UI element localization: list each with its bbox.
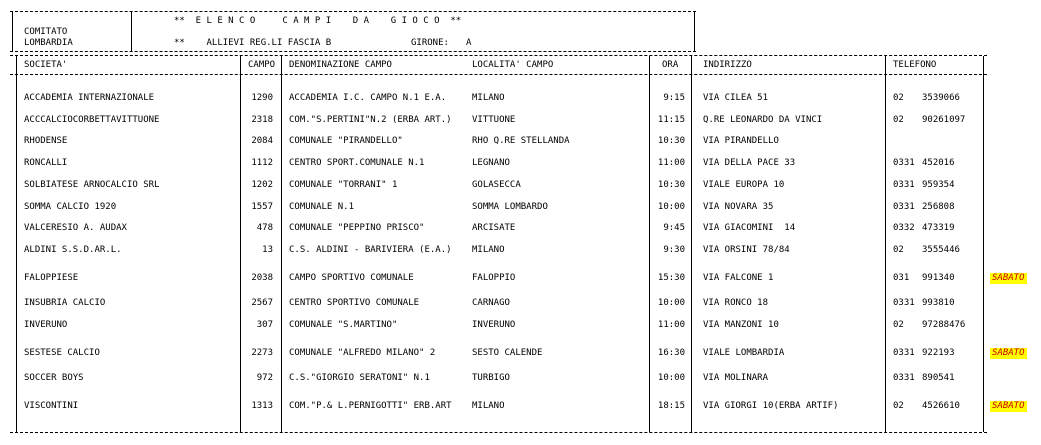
cell-denominazione: ACCADEMIA I.C. CAMPO N.1 E.A. [289,93,447,103]
header-right-border [694,12,695,51]
header-bottom-border [10,51,696,52]
cell-societa: ACCCALCIOCORBETTAVITTUONE [24,115,160,125]
col-border-indirizzo [691,56,692,432]
col-border-telefono [885,56,886,432]
col-header-campo: CAMPO [248,60,276,70]
cell-ora: 10:00 [657,373,685,383]
cell-indirizzo: VIA NOVARA 35 [703,202,774,212]
cell-localita: LEGNANO [472,158,510,168]
cell-societa: ACCADEMIA INTERNAZIONALE [24,93,155,103]
cell-denominazione: COMUNALE "S.MARTINO" [289,320,398,330]
cell-telefono: 3539066 [922,93,960,103]
cell-denominazione: CENTRO SPORTIVO COMUNALE [289,298,420,308]
cell-telefono: 991340 [922,273,955,283]
cell-denominazione: CENTRO SPORT.COMUNALE N.1 [289,158,425,168]
cell-telefono-prefix: 0331 [893,298,915,308]
cell-societa: RHODENSE [24,136,68,146]
girone-value: A [466,38,472,48]
cell-localita: MILANO [472,93,505,103]
cell-denominazione: COM."S.PERTINI"N.2 (ERBA ART.) [289,115,452,125]
cell-societa: INSUBRIA CALCIO [24,298,106,308]
col-border-denominazione [281,56,282,432]
cell-societa: SOCCER BOYS [24,373,84,383]
saturday-badge: SABATO [992,401,1025,411]
col-header-telefono: TELEFONO [893,60,937,70]
cell-localita: VITTUONE [472,115,516,125]
cell-societa: SESTESE CALCIO [24,348,100,358]
cell-indirizzo: VIA DELLA PACE 33 [703,158,796,168]
cell-telefono-prefix: 0332 [893,223,915,233]
col-header-denominazione: DENOMINAZIONE CAMPO [289,60,392,70]
cell-ora: 10:00 [657,202,685,212]
cell-campo: 1557 [251,202,273,212]
cell-telefono-prefix: 0331 [893,348,915,358]
cell-campo: 13 [262,245,273,255]
cell-telefono-prefix: 02 [893,245,904,255]
cell-campo: 2273 [251,348,273,358]
cell-societa: SOMMA CALCIO 1920 [24,202,117,212]
cell-ora: 11:15 [657,115,685,125]
cell-indirizzo: VIA CILEA 51 [703,93,769,103]
cell-societa: VALCERESIO A. AUDAX [24,223,127,233]
cell-telefono-prefix: 0331 [893,158,915,168]
cell-telefono-prefix: 0331 [893,180,915,190]
category-subtitle: ** ALLIEVI REG.LI FASCIA B [174,38,332,48]
cell-ora: 9:30 [663,245,685,255]
cell-localita: RHO Q.RE STELLANDA [472,136,570,146]
cell-denominazione: COMUNALE "PEPPINO PRISCO" [289,223,425,233]
cell-campo: 478 [256,223,273,233]
col-border-left [16,56,17,432]
col-header-societa: SOCIETA' [24,60,68,70]
cell-telefono: 452016 [922,158,955,168]
cell-ora: 16:30 [657,348,685,358]
cell-indirizzo: VIA PIRANDELLO [703,136,779,146]
cell-indirizzo: VIA GIACOMINI 14 [703,223,796,233]
cell-localita: SOMMA LOMBARDO [472,202,548,212]
cell-denominazione: C.S. ALDINI - BARIVIERA (E.A.) [289,245,452,255]
girone-label: GIRONE: [411,38,449,48]
cell-ora: 10:30 [657,136,685,146]
cell-campo: 1202 [251,180,273,190]
cell-telefono-prefix: 0331 [893,373,915,383]
cell-localita: SESTO CALENDE [472,348,543,358]
header-left-border [12,12,13,51]
cell-denominazione: COMUNALE "PIRANDELLO" [289,136,403,146]
cell-telefono: 890541 [922,373,955,383]
cell-telefono: 993810 [922,298,955,308]
cell-indirizzo: Q.RE LEONARDO DA VINCI [703,115,823,125]
committee-line2: LOMBARDIA [24,38,73,48]
cell-ora: 11:00 [657,320,685,330]
cell-localita: GOLASECCA [472,180,521,190]
cell-indirizzo: VIA MANZONI 10 [703,320,779,330]
cell-localita: INVERUNO [472,320,516,330]
cell-telefono-prefix: 02 [893,115,904,125]
page-title: ** E L E N C O C A M P I D A G I O C O ** [174,16,462,26]
cell-societa: ALDINI S.S.D.AR.L. [24,245,122,255]
cell-campo: 2318 [251,115,273,125]
col-border-right [983,56,984,432]
cell-telefono: 3555446 [922,245,960,255]
cell-campo: 1290 [251,93,273,103]
col-header-ora: ORA [662,60,679,70]
cell-telefono-prefix: 0331 [893,202,915,212]
cell-ora: 10:00 [657,298,685,308]
cell-localita: CARNAGO [472,298,510,308]
cell-telefono: 922193 [922,348,955,358]
saturday-badge: SABATO [992,348,1025,358]
cell-localita: MILANO [472,401,505,411]
committee-line1: COMITATO [24,27,68,37]
cell-campo: 1112 [251,158,273,168]
cell-indirizzo: VIA RONCO 18 [703,298,769,308]
header-top-border [10,11,696,12]
cell-indirizzo: VIALE EUROPA 10 [703,180,785,190]
cell-localita: FALOPPIO [472,273,516,283]
cell-denominazione: COMUNALE "TORRANI" 1 [289,180,398,190]
cell-ora: 11:00 [657,158,685,168]
cell-indirizzo: VIA ORSINI 78/84 [703,245,790,255]
cell-campo: 307 [256,320,273,330]
cell-telefono: 256808 [922,202,955,212]
cell-telefono-prefix: 031 [893,273,910,283]
cell-indirizzo: VIA MOLINARA [703,373,769,383]
table-header-separator [10,74,987,75]
cell-indirizzo: VIA FALCONE 1 [703,273,774,283]
cell-telefono-prefix: 02 [893,401,904,411]
col-header-indirizzo: INDIRIZZO [703,60,752,70]
cell-campo: 2567 [251,298,273,308]
table-bottom-border [10,432,987,433]
cell-ora: 9:45 [663,223,685,233]
cell-ora: 15:30 [657,273,685,283]
table-top-border [10,55,987,56]
cell-localita: MILANO [472,245,505,255]
cell-societa: RONCALLI [24,158,68,168]
header-divider [131,12,132,51]
cell-ora: 18:15 [657,401,685,411]
cell-indirizzo: VIA GIORGI 10(ERBA ARTIF) [703,401,839,411]
cell-telefono: 90261097 [922,115,966,125]
cell-telefono: 959354 [922,180,955,190]
cell-denominazione: COMUNALE "ALFREDO MILANO" 2 [289,348,436,358]
col-header-localita: LOCALITA' CAMPO [472,60,554,70]
cell-telefono: 473319 [922,223,955,233]
cell-campo: 2084 [251,136,273,146]
cell-telefono: 4526610 [922,401,960,411]
cell-ora: 9:15 [663,93,685,103]
cell-localita: TURBIGO [472,373,510,383]
cell-societa: VISCONTINI [24,401,79,411]
cell-denominazione: C.S."GIORGIO SERATONI" N.1 [289,373,430,383]
cell-telefono-prefix: 02 [893,320,904,330]
cell-campo: 1313 [251,401,273,411]
cell-societa: INVERUNO [24,320,68,330]
cell-denominazione: CAMPO SPORTIVO COMUNALE [289,273,414,283]
saturday-badge: SABATO [992,273,1025,283]
cell-indirizzo: VIALE LOMBARDIA [703,348,785,358]
cell-denominazione: COM."P.& L.PERNIGOTTI" ERB.ART [289,401,452,411]
cell-denominazione: COMUNALE N.1 [289,202,355,212]
cell-societa: SOLBIATESE ARNOCALCIO SRL [24,180,160,190]
cell-telefono: 97288476 [922,320,966,330]
cell-telefono-prefix: 02 [893,93,904,103]
cell-ora: 10:30 [657,180,685,190]
cell-campo: 2038 [251,273,273,283]
cell-campo: 972 [256,373,273,383]
cell-societa: FALOPPIESE [24,273,79,283]
cell-localita: ARCISATE [472,223,516,233]
